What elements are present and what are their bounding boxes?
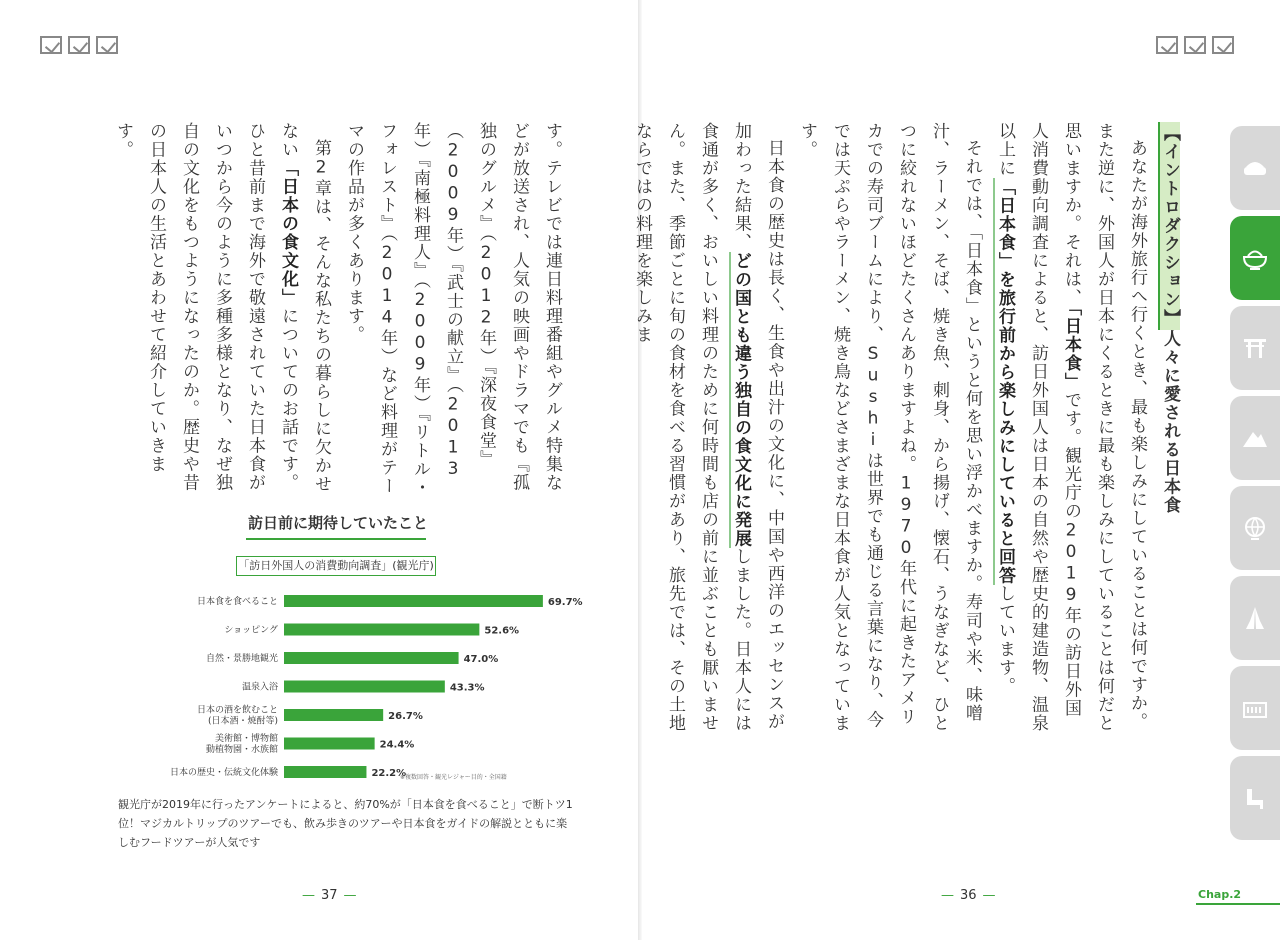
- tab-seat[interactable]: [1230, 756, 1280, 840]
- paragraph: 日本食の歴史は長く、生食や出汁の文化に、中国や西洋のエッセンスが加わった結果、どの国とも違う独自の食文化に発展しました。日本人には食通が多く、おいしい料理のために何時間も店の前に並ぶことも厭いません。また、季節ごとに旬の食材を食べる習慣があり、旅先では、その土地ならではの料理を楽しみま: [632, 122, 784, 733]
- emphasis: どの国とも違う独自の食文化に発展: [731, 251, 751, 548]
- bar: [284, 709, 383, 721]
- bar-category-label: ショッピング: [224, 625, 278, 636]
- chart-source: 「訪日外国人の消費動向調査」(観光庁): [236, 556, 436, 576]
- bar-chart: [150, 585, 583, 790]
- bar: [284, 766, 366, 778]
- paragraph: 第2章は、そんな私たちの暮らしに欠かせない「日本の食文化」についてのお話です。ひと昔前まで海外で敬遠されていた日本食がいつから今のように多種多様となり、なぜ独自の文化をもつようになったのか。歴史や昔の日本人の生活とあわせて紹介していきます。: [113, 122, 331, 494]
- tab-rice-bowl[interactable]: [1230, 216, 1280, 300]
- bar: [284, 595, 543, 607]
- left-page-body: [113, 122, 568, 502]
- bar-value-label: 43.3%: [449, 682, 485, 694]
- paragraph: あなたが海外旅行へ行くとき、最も楽しみにしていることは何ですか。また逆に、外国人が日本にくるときに最も楽しみにしていることは何だと思いますか。それは、「日本食」です。観光庁の2019年の訪日外国人消費動向調査によると、訪日外国人は日本の自然や歴史的建造物、温泉以上に「日本食」を旅行前から楽しみにしていると回答しています。: [995, 122, 1147, 733]
- tab-building[interactable]: [1230, 666, 1280, 750]
- paragraph: それでは、「日本食」というと何を思い浮かべますか。寿司や米、味噌汁、ラーメン、そば、焼き魚、刺身、から揚げ、懐石、うなぎなど、ひとつに絞れないほどたくさんありますよね。1970年代に起きたアメリカでの寿司ブームにより、Sushiは世界でも通じる言葉になり、今では天ぷらやラーメン、焼き鳥などさまざまな日本食が人気となっています。: [797, 122, 982, 733]
- praying-hands-icon: [1240, 603, 1270, 633]
- chart-title-underline: [246, 538, 426, 540]
- bar-category-label: 日本の酒を飲むこと: [196, 705, 278, 716]
- header-checkboxes-left: [40, 36, 118, 54]
- right-page-body: [632, 122, 1186, 734]
- checkbox-icon: [96, 36, 118, 54]
- paragraph: す。テレビでは連日料理番組やグルメ特集などが放送され、人気の映画やドラマでも『孤独のグルメ』（2012年）『深夜食堂』（2009年）『武士の献立』（2013年）『南極料理人』（2009年）『リトル・フォレスト』（2014年）など料理がテーマの作品が多くあります。: [344, 122, 562, 497]
- bar-value-label: 47.0%: [463, 654, 499, 665]
- seat-icon: [1240, 783, 1270, 813]
- bar-category-label: 日本食を食べること: [196, 597, 278, 607]
- header-checkboxes-right: [1156, 36, 1234, 54]
- emphasis: 「日本食」を旅行前から楽しみにしていると回答: [995, 177, 1015, 585]
- bar: [284, 652, 459, 664]
- heading-text: 人々に愛される日本食: [1160, 329, 1180, 515]
- bar-value-label: 24.4%: [379, 739, 415, 751]
- shrine-gate-icon: [1240, 333, 1270, 363]
- sushi-icon: [1240, 153, 1270, 183]
- bar-category-label: 自然・景勝地観光: [205, 654, 278, 664]
- building-icon: [1240, 693, 1270, 723]
- bar-category-label: (日本酒・焼酎等): [207, 716, 278, 727]
- chapter-underline: [1196, 903, 1280, 905]
- page-number-left: — 37 —: [302, 888, 357, 903]
- bar-value-label: 69.7%: [547, 597, 583, 608]
- tab-mountain[interactable]: [1230, 396, 1280, 480]
- section-heading: [1153, 122, 1186, 734]
- bar: [284, 624, 479, 636]
- globe-icon: [1240, 513, 1270, 543]
- checkbox-icon: [1184, 36, 1206, 54]
- emphasis: 「日本食」: [1061, 307, 1081, 391]
- bar: [284, 738, 375, 750]
- chapter-tabs: [1230, 126, 1280, 846]
- checkbox-icon: [40, 36, 62, 54]
- bar-value-label: 52.6%: [484, 625, 520, 637]
- mountain-icon: [1240, 423, 1270, 453]
- emphasis: 「日本の食文化」: [278, 159, 298, 307]
- checkbox-icon: [1156, 36, 1178, 54]
- bar: [284, 681, 445, 693]
- chart-caption: 観光庁が2019年に行ったアンケートによると、約70%が「日本食を食べること」で断トツ1位！マジカルトリップのツアーでも、飲み歩きのツアーや日本食をガイドの解説とともに楽しむフードツアーが人気です: [118, 798, 573, 849]
- bar-category-label: 動植物園・水族館: [205, 745, 278, 755]
- page-number-right: — 36 —: [941, 888, 996, 903]
- tab-globe[interactable]: [1230, 486, 1280, 570]
- chart-title: 訪日前に期待していたこと: [248, 514, 429, 532]
- chart-note: ※複数回答・観光レジャー目的・全国籍: [400, 774, 507, 781]
- bar-category-label: 温泉入浴: [241, 682, 278, 693]
- tab-shrine-gate[interactable]: [1230, 306, 1280, 390]
- bar-value-label: 22.2%: [371, 768, 407, 779]
- checkbox-icon: [68, 36, 90, 54]
- bar-value-label: 26.7%: [388, 711, 423, 722]
- bar-category-label: 日本の歴史・伝統文化体験: [169, 768, 278, 778]
- heading-tag: 【イントロダクション】: [1160, 124, 1180, 328]
- rice-bowl-icon: [1240, 243, 1270, 273]
- checkbox-icon: [1212, 36, 1234, 54]
- chapter-label: Chap.2: [1198, 888, 1242, 901]
- bar-category-label: 美術館・博物館: [214, 734, 278, 744]
- tab-praying-hands[interactable]: [1230, 576, 1280, 660]
- tab-sushi[interactable]: [1230, 126, 1280, 210]
